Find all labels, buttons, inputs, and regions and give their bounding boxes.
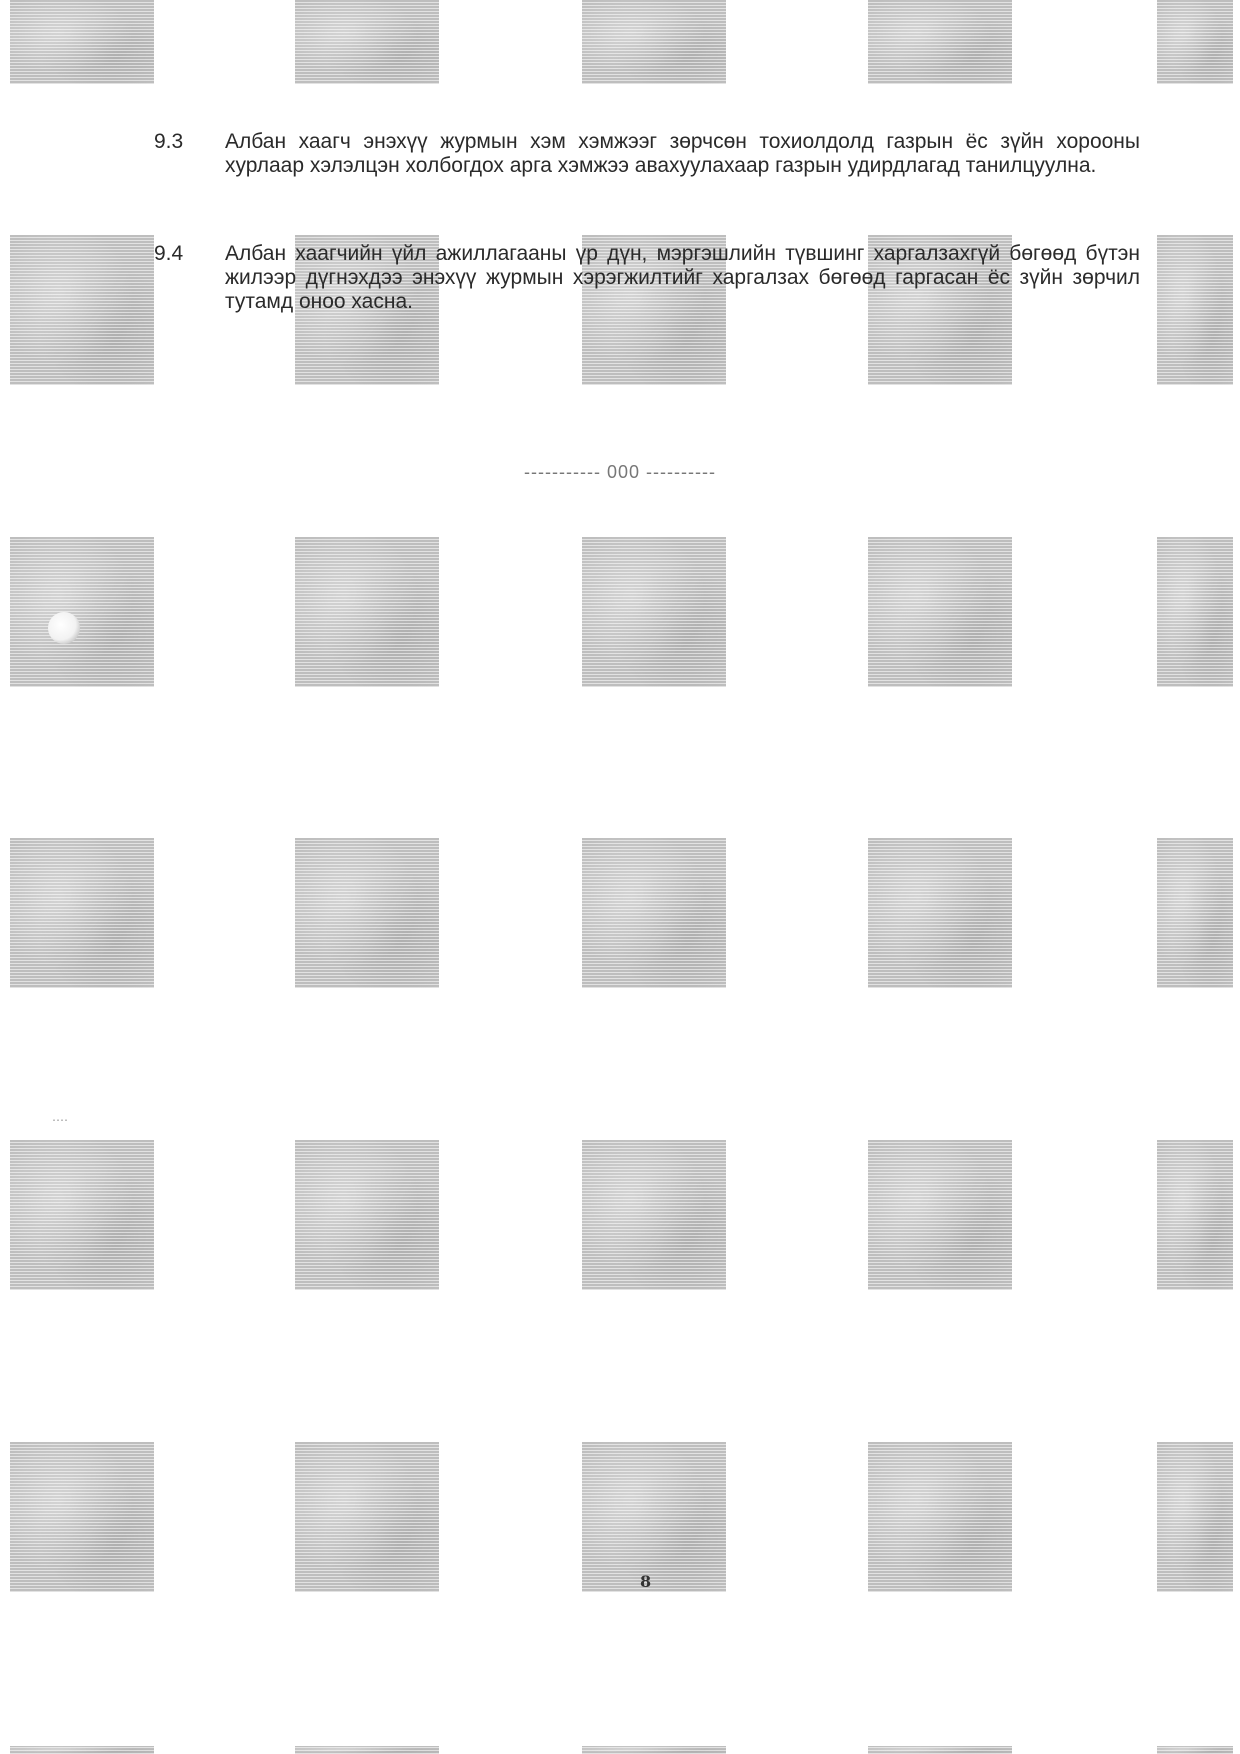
watermark-tile [295, 1140, 439, 1290]
watermark-tile [868, 1140, 1012, 1290]
watermark-tile [1157, 1746, 1233, 1754]
watermark-tile [582, 1442, 726, 1592]
watermark-tile [868, 0, 1012, 84]
watermark-tile [1157, 1442, 1233, 1592]
paragraph-number: 9.4 [154, 242, 184, 265]
watermark-tile [1157, 537, 1233, 687]
section-divider: ----------- 000 ---------- [524, 462, 716, 482]
watermark-tile [582, 1746, 726, 1754]
watermark-tile [295, 0, 439, 84]
scan-speck: ‥‥ [52, 1110, 69, 1124]
page-number: 8 [640, 1572, 652, 1591]
watermark-tile [1157, 235, 1233, 385]
paragraph-number: 9.3 [154, 130, 184, 153]
watermark-tile [868, 1442, 1012, 1592]
watermark-tile [1157, 1140, 1233, 1290]
watermark-tile [582, 537, 726, 687]
watermark-tile [1157, 838, 1233, 988]
watermark-tile [10, 1746, 154, 1754]
paragraph-9-3 [150, 130, 1140, 178]
watermark-tile [10, 0, 154, 84]
watermark-tile [868, 1746, 1012, 1754]
watermark-tile [295, 1746, 439, 1754]
watermark-tile [295, 1442, 439, 1592]
watermark-tile [868, 838, 1012, 988]
paragraph-text: Албан хаагч энэхүү журмын хэм хэмжээг зөрчсөн тохиолдолд газрын ёс зүйн хорооны хурлаар хэлэлцэн холбогдох арга хэмжээ авахуулахаар газрын удирдлагад танилцуулна. [225, 130, 1140, 177]
watermark-tile [10, 1442, 154, 1592]
watermark-tile [295, 838, 439, 988]
watermark-tile [10, 537, 154, 687]
watermark-tile [1157, 0, 1233, 84]
watermark-tile [10, 838, 154, 988]
watermark-tile [10, 1140, 154, 1290]
watermark-tile [10, 235, 154, 385]
watermark-tile [295, 537, 439, 687]
seal-mark-icon [48, 612, 80, 644]
watermark-tile [582, 0, 726, 84]
paragraph-text: Албан хаагчийн үйл ажиллагааны үр дүн, мэргэшлийн түвшинг харгалзахгүй бөгөөд бүтэн жилээр дүгнэхдээ энэхүү журмын хэрэгжилтийг харгалзах бөгөөд гаргасан ёс зүйн зөрчил тутамд оноо хасна. [225, 242, 1140, 313]
watermark-tile [582, 838, 726, 988]
paragraph-9-4 [150, 242, 1140, 314]
watermark-tile [582, 1140, 726, 1290]
watermark-tile [868, 537, 1012, 687]
